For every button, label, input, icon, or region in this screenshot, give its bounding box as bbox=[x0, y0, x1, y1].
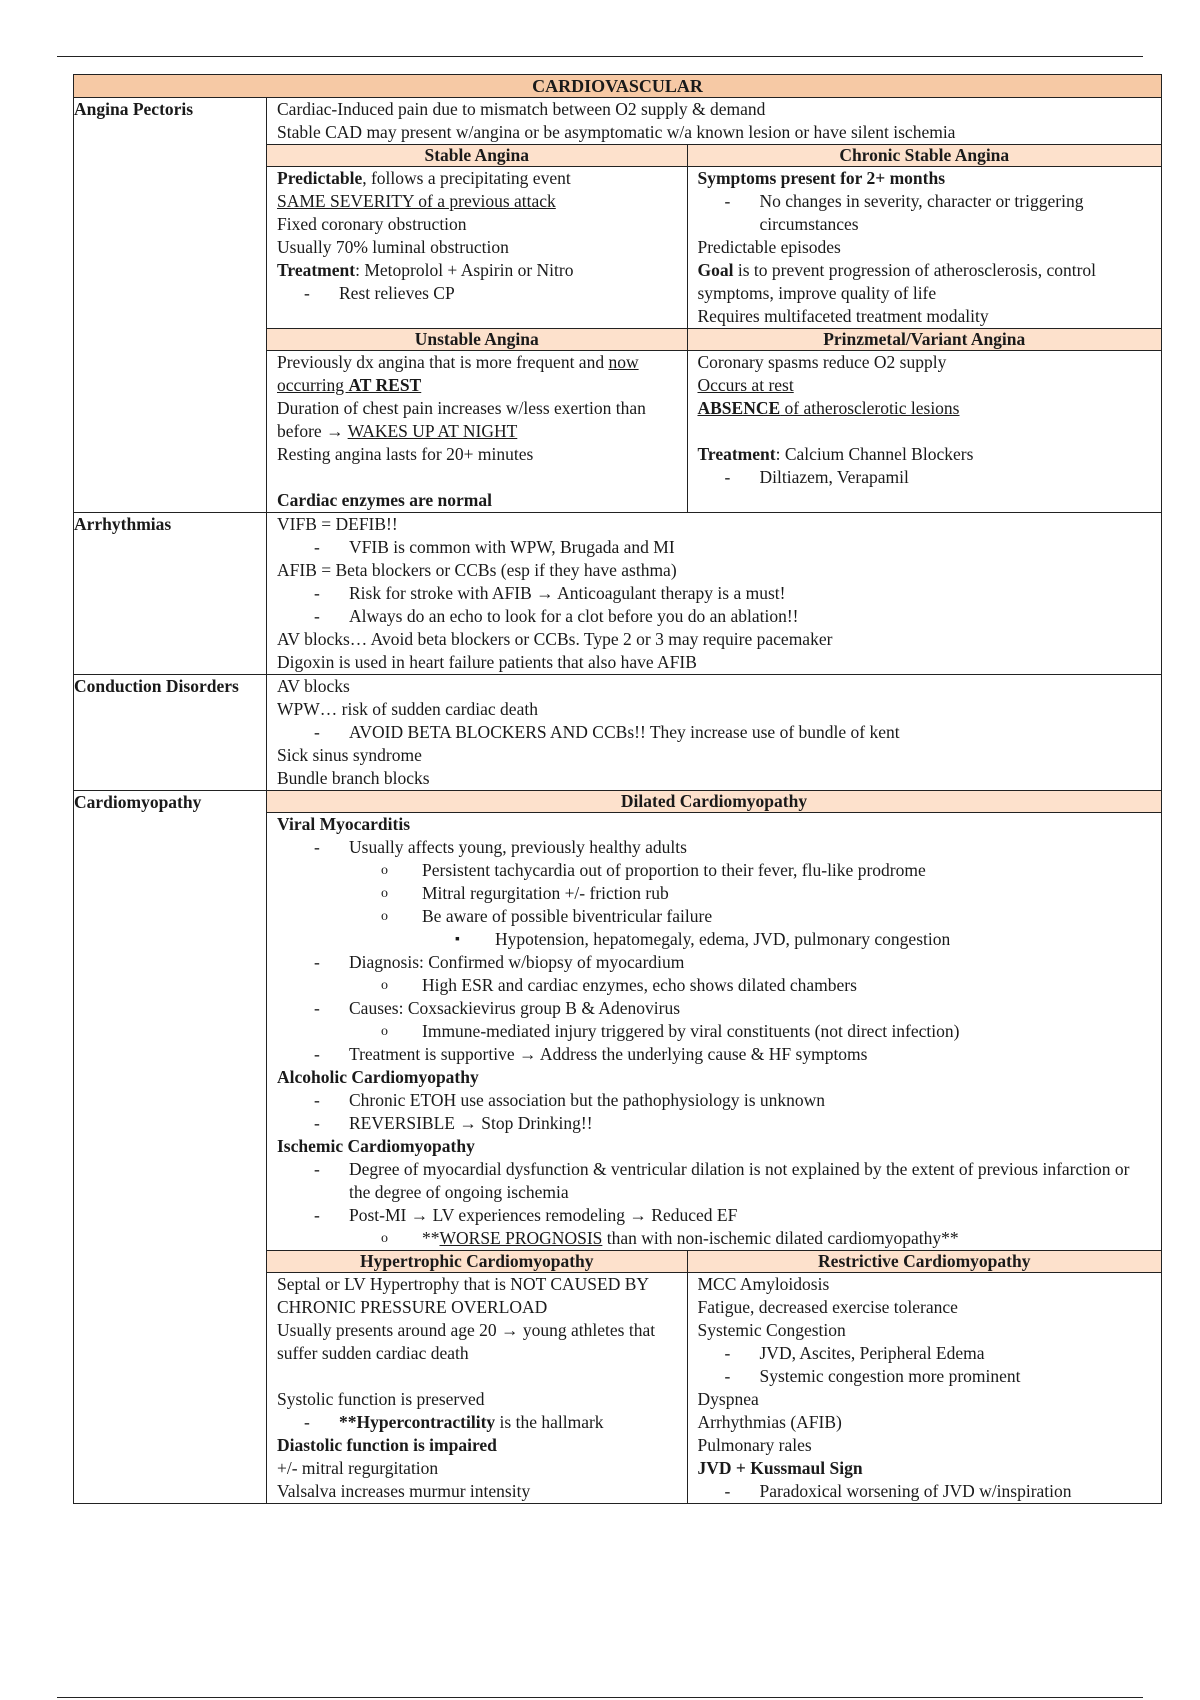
prinzmetal-angina-cell: Coronary spasms reduce O2 supply Occurs at rest ABSENCE of atherosclerotic lesions Treatment: Calcium Channel Blockers - Diltiazem, Verapamil bbox=[687, 351, 1161, 513]
list-item: o Immune-mediated injury triggered by viral constituents (not direct infection) bbox=[267, 1020, 1161, 1043]
list-item: - Treatment is supportive → Address the underlying cause & HF symptoms bbox=[267, 1043, 1161, 1066]
list-item: - Chronic ETOH use association but the pathophysiology is unknown bbox=[267, 1089, 1161, 1112]
hypertrophic-heading: Hypertrophic Cardiomyopathy bbox=[267, 1251, 687, 1273]
row-angina bbox=[74, 98, 1162, 513]
list-item: - Risk for stroke with AFIB → Anticoagulant therapy is a must! bbox=[267, 582, 1161, 605]
chronic-angina-cell: Symptoms present for 2+ months - No changes in severity, character or triggering circumstances Predictable episodes Goal is to prevent progression of atherosclerosis, control symptoms, improve quality of life Requires multifaceted treatment modality bbox=[687, 167, 1161, 329]
list-item: - Paradoxical worsening of JVD w/inspiration bbox=[688, 1480, 1162, 1503]
cardiovascular-table bbox=[73, 74, 1162, 1504]
list-item: o High ESR and cardiac enzymes, echo shows dilated chambers bbox=[267, 974, 1161, 997]
unstable-angina-cell: Previously dx angina that is more frequent and now occurring AT REST Duration of chest pain increases w/less exertion than before → WAKES UP AT NIGHT Resting angina lasts for 20+ minutes Cardiac enzymes are normal bbox=[267, 351, 687, 513]
cardiomyopathy-subtable bbox=[267, 1250, 1161, 1503]
hypertrophic-cell: Septal or LV Hypertrophy that is NOT CAUSED BY CHRONIC PRESSURE OVERLOAD Usually presents around age 20 → young athletes that suffer sudden cardiac death Systolic function is preserved - **Hypercontractility is the hallmark Diastolic function is impaired +/- mitral regurgitation Valsalva increases murmur intensity bbox=[267, 1273, 687, 1504]
row-conduction: Conduction Disorders AV blocks WPW… risk of sudden cardiac death - AVOID BETA BLOCKERS AND CCBs!! They increase use of bundle of kent Sick sinus syndrome Bundle branch blocks bbox=[74, 675, 1162, 791]
angina-intro-1: Cardiac-Induced pain due to mismatch between O2 supply & demand bbox=[277, 99, 766, 119]
top-rule bbox=[57, 56, 1143, 57]
list-item: - Systemic congestion more prominent bbox=[688, 1365, 1162, 1388]
angina-subtable bbox=[267, 144, 1161, 512]
row-label-angina: Angina Pectoris bbox=[74, 98, 267, 513]
list-item: - JVD, Ascites, Peripheral Edema bbox=[688, 1342, 1162, 1365]
list-item: - VFIB is common with WPW, Brugada and MI bbox=[267, 536, 1161, 559]
table-title: CARDIOVASCULAR bbox=[74, 75, 1162, 98]
list-item: o Persistent tachycardia out of proportion to their fever, flu-like prodrome bbox=[267, 859, 1161, 882]
list-item: - Causes: Coxsackievirus group B & Adenovirus bbox=[267, 997, 1161, 1020]
restrictive-heading: Restrictive Cardiomyopathy bbox=[687, 1251, 1161, 1273]
chronic-angina-heading: Chronic Stable Angina bbox=[687, 145, 1161, 167]
prinzmetal-angina-heading: Prinzmetal/Variant Angina bbox=[687, 329, 1161, 351]
list-item: - Usually affects young, previously healthy adults bbox=[267, 836, 1161, 859]
list-item: - Always do an echo to look for a clot before you do an ablation!! bbox=[267, 605, 1161, 628]
list-item: - No changes in severity, character or triggering circumstances bbox=[688, 190, 1162, 236]
list-item: - Degree of myocardial dysfunction & ventricular dilation is not explained by the extent of previous infarction or the degree of ongoing ischemia bbox=[267, 1158, 1161, 1204]
list-item: - AVOID BETA BLOCKERS AND CCBs!! They increase use of bundle of kent bbox=[267, 721, 1161, 744]
list-item: - Rest relieves CP bbox=[267, 282, 687, 305]
list-item: - Post-MI → LV experiences remodeling → Reduced EF bbox=[267, 1204, 1161, 1227]
list-item: - **Hypercontractility is the hallmark bbox=[267, 1411, 687, 1434]
list-item: - Diagnosis: Confirmed w/biopsy of myocardium bbox=[267, 951, 1161, 974]
list-item: o Mitral regurgitation +/- friction rub bbox=[267, 882, 1161, 905]
angina-intro-2: Stable CAD may present w/angina or be asymptomatic w/a known lesion or have silent ischemia bbox=[277, 122, 956, 142]
stable-angina-heading: Stable Angina bbox=[267, 145, 687, 167]
row-label-conduction: Conduction Disorders bbox=[74, 675, 267, 791]
stable-angina-cell: Predictable, follows a precipitating event SAME SEVERITY of a previous attack Fixed coronary obstruction Usually 70% luminal obstruction Treatment: Metoprolol + Aspirin or Nitro - Rest relieves CP bbox=[267, 167, 687, 329]
row-label-arrhythmias: Arrhythmias bbox=[74, 513, 267, 675]
row-cardiomyopathy: Cardiomyopathy Dilated Cardiomyopathy Viral Myocarditis - Usually affects young, previously healthy adults o Persistent tachycardia out of proportion to their fever, flu-like prodrome o Mitral regurgitation +/- friction rub o Be aware of possible biventricular failure ▪ Hypotension, hepatomegaly, edema, JVD, pulmonary congestion - Diagnosis: Confirmed w/biopsy of myocardium o High ESR and cardiac enzymes, echo shows dilated chambers - Causes: Coxsackievirus group B & Adenovirus o Immune-mediated injury triggered by viral constituents (not direct infection) - Treatment is supportive → Address the underlying cause & HF symptoms Alcoholic Cardiomyopathy - Chronic ETOH use association but the pathophysiology is unknown - REVERSIBLE → Stop Drinking!! Ischemic Cardiomyopathy - Degree of myocardial dysfunction & ventricular dilation is not explained by the extent of previous infarction or the degree of ongoing ischemia - Post-MI → LV experiences remodeling → Reduced EF o **WORSE PROGNOSIS than with non-ischemic dilated cardiomyopathy** Hypertrophic Cardiomyopathy Restrictive Cardiomyopathy Septal or LV Hypertrophy that is NOT CAUSED BY CHRONIC PRESSURE OVERLOAD Usually presents around age 20 → young athletes that suffer sudden cardiac death Systolic function is preserved - **Hypercontractility is the hallmark Diastolic function is impaired +/- mitral regurgitation Valsalva increases murmur intensity MCC Amyloidosis Fatigue, decreased exercise tolerance Systemic Congestion - JVD, Ascites, Peripheral Edema - Systemic congestion more prominent Dyspnea Arrhythmias (AFIB) Pulmonary rales JVD + Kussmaul Sign - Paradoxical worsening of JVD w/inspiration bbox=[74, 791, 1162, 1504]
list-item: - REVERSIBLE → Stop Drinking!! bbox=[267, 1112, 1161, 1135]
row-arrhythmias: Arrhythmias VIFB = DEFIB!! - VFIB is common with WPW, Brugada and MI AFIB = Beta blockers or CCBs (esp if they have asthma) - Risk for stroke with AFIB → Anticoagulant therapy is a must! - Always do an echo to look for a clot before you do an ablation!! AV blocks… Avoid beta blockers or CCBs. Type 2 or 3 may require pacemaker Digoxin is used in heart failure patients that also have AFIB bbox=[74, 513, 1162, 675]
row-label-cardiomyopathy: Cardiomyopathy bbox=[74, 791, 267, 1504]
bottom-rule bbox=[57, 1697, 1143, 1698]
list-item: o Be aware of possible biventricular failure bbox=[267, 905, 1161, 928]
list-item: o **WORSE PROGNOSIS than with non-ischemic dilated cardiomyopathy** bbox=[267, 1227, 1161, 1250]
dilated-heading: Dilated Cardiomyopathy bbox=[267, 791, 1161, 813]
list-item: ▪ Hypotension, hepatomegaly, edema, JVD, pulmonary congestion bbox=[267, 928, 1161, 951]
list-item: - Diltiazem, Verapamil bbox=[688, 466, 1162, 489]
restrictive-cell: MCC Amyloidosis Fatigue, decreased exercise tolerance Systemic Congestion - JVD, Ascites, Peripheral Edema - Systemic congestion more prominent Dyspnea Arrhythmias (AFIB) Pulmonary rales JVD + Kussmaul Sign - Paradoxical worsening of JVD w/inspiration bbox=[687, 1273, 1161, 1504]
unstable-angina-heading: Unstable Angina bbox=[267, 329, 687, 351]
